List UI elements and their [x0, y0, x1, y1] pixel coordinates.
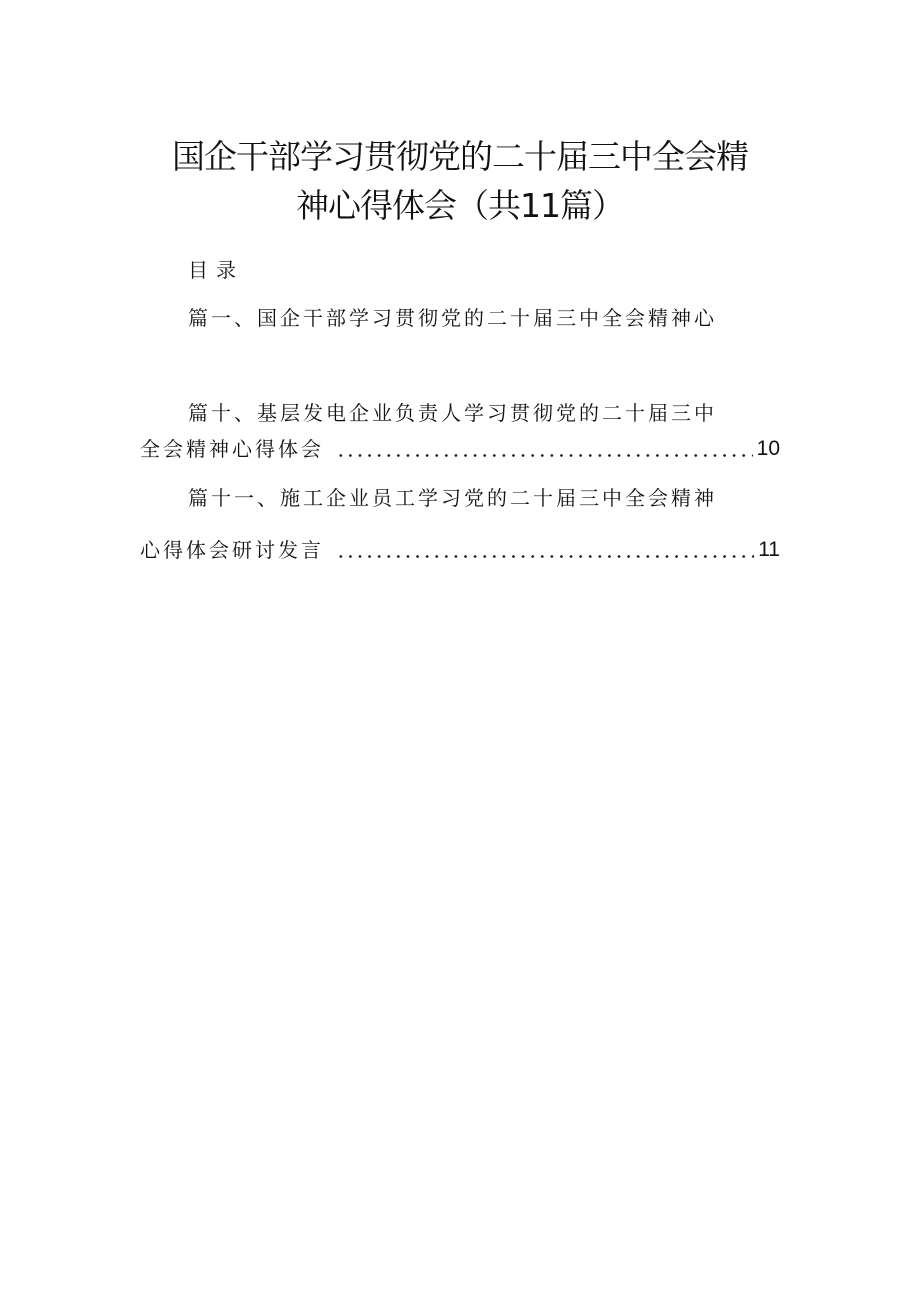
toc-entry-11-text: 心得体会研讨发言 [140, 538, 324, 562]
toc-leader-dots [336, 555, 754, 558]
toc-entry-10-line-2[interactable] [140, 432, 780, 462]
toc-entry-11-page-number: 11 [758, 538, 780, 561]
toc-entry-11-line-1[interactable]: 篇十一、施工企业员工学习党的二十届三中全会精神 [188, 486, 717, 510]
toc-entry-11-line-2[interactable] [140, 533, 780, 563]
toc-leader-dots [336, 454, 753, 457]
toc-entry-1-line-1[interactable]: 篇一、国企干部学习贯彻党的二十届三中全会精神心 [188, 306, 717, 330]
document-title-line-1: 国企干部学习贯彻党的二十届三中全会精 [172, 137, 748, 176]
toc-entry-10-text: 全会精神心得体会 [140, 437, 324, 461]
toc-heading: 目录 [188, 258, 244, 282]
toc-entry-10-page-number: 10 [756, 437, 780, 460]
document-title-line-2: 神心得体会（共11篇） [296, 186, 624, 225]
toc-entry-10-line-1[interactable]: 篇十、基层发电企业负责人学习贯彻党的二十届三中 [188, 401, 717, 425]
